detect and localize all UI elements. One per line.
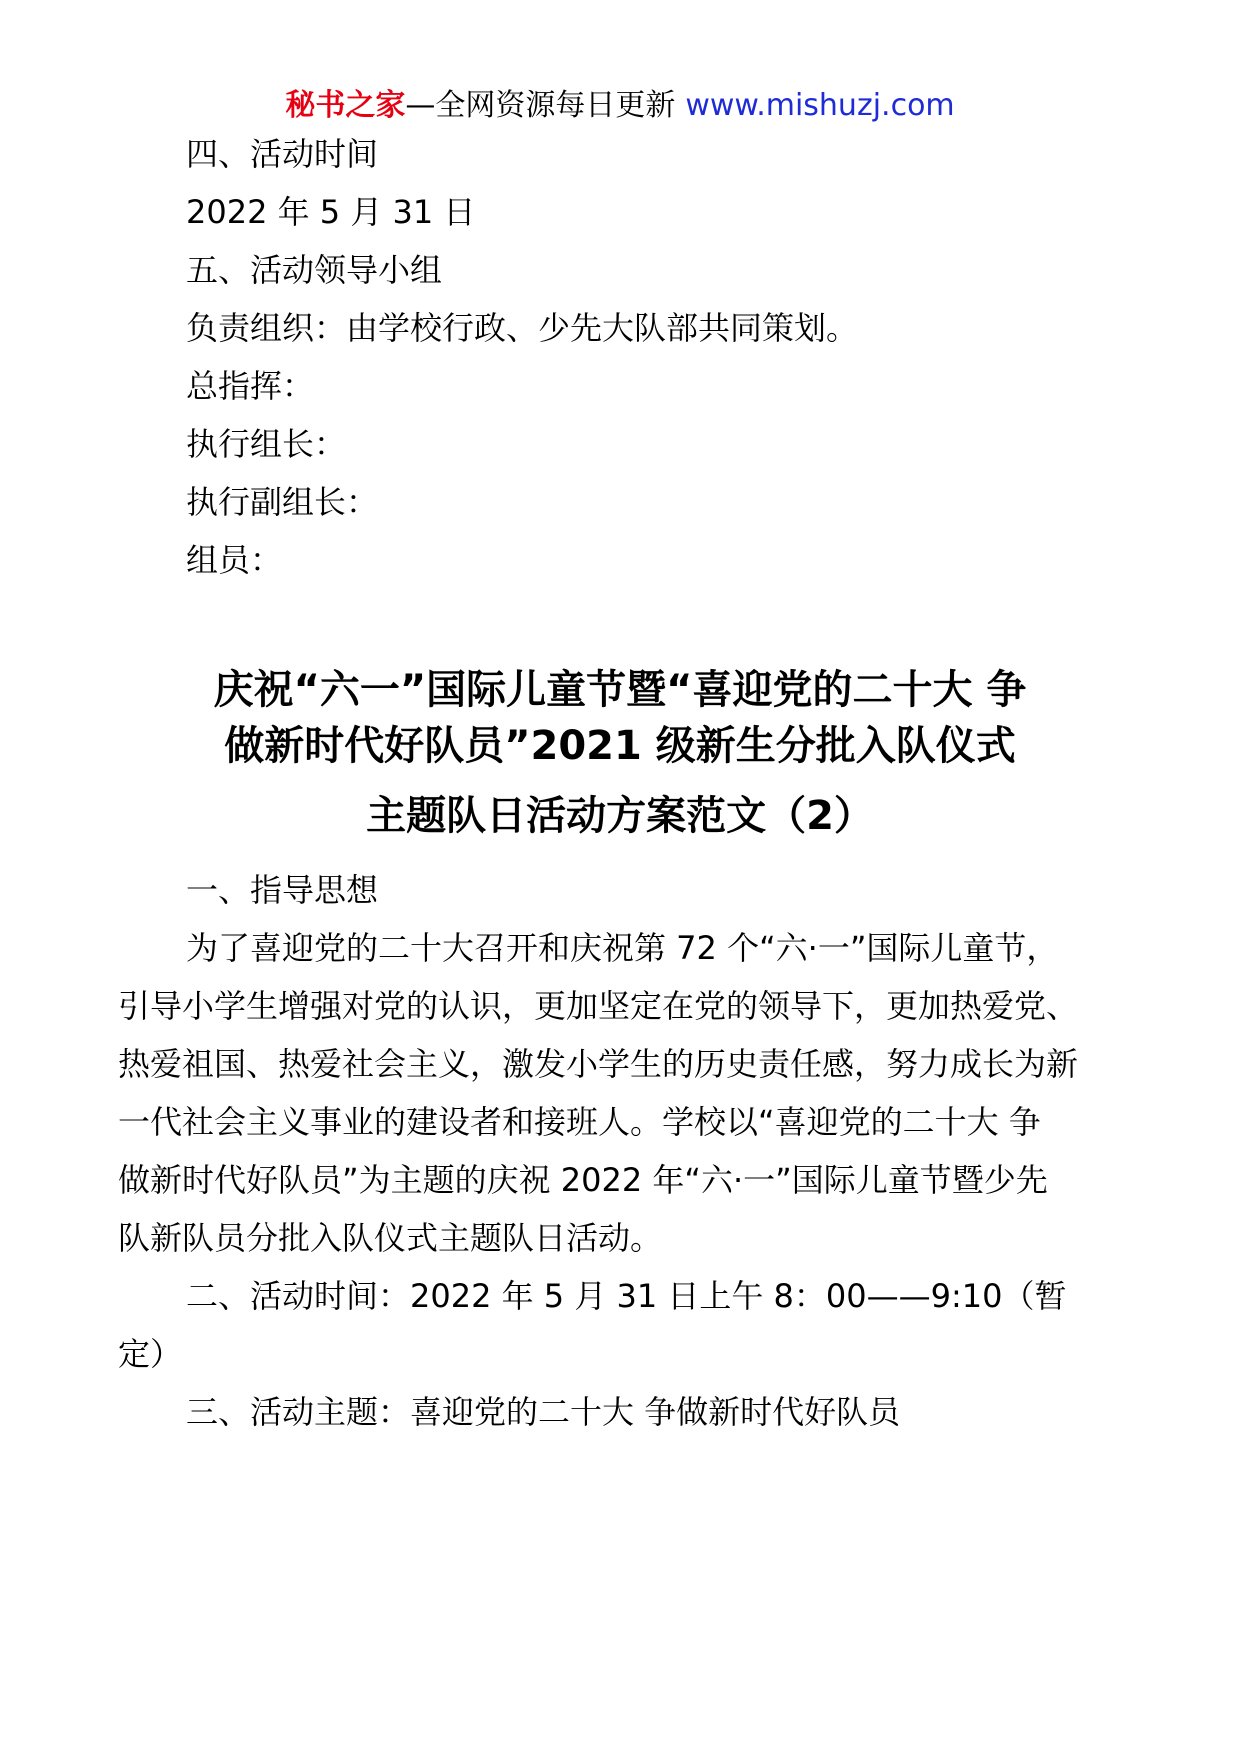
heading-guiding-thought: 一、指导思想: [186, 871, 379, 909]
activity-date: 2022 年 5 月 31 日: [186, 193, 476, 231]
site-url-link[interactable]: www.mishuzj.com: [685, 88, 955, 123]
organizer-line: 负责组织：由学校行政、少先大队部共同策划。: [186, 309, 859, 347]
paragraph-line: 为了喜迎党的二十大召开和庆祝第 72 个“六·一”国际儿童节，: [186, 929, 1059, 967]
activity-time-line-cont: 定）: [118, 1335, 183, 1373]
paragraph-line: 引导小学生增强对党的认识，更加坚定在党的领导下，更加热爱党、: [118, 987, 1079, 1025]
doc-title-line-2: 做新时代好队员”2021 级新生分批入队仪式: [224, 723, 1016, 769]
site-header: [0, 86, 1240, 126]
members-line: 组员：: [186, 541, 283, 579]
heading-activity-time: 四、活动时间: [186, 135, 379, 173]
heading-leadership-group: 五、活动领导小组: [186, 251, 443, 289]
doc-title-line-1: 庆祝“六一”国际儿童节暨“喜迎党的二十大 争: [213, 667, 1027, 713]
activity-time-line: 二、活动时间：2022 年 5 月 31 日上午 8：00——9:10（暂: [186, 1277, 1067, 1315]
paragraph-line: 一代社会主义事业的建设者和接班人。学校以“喜迎党的二十大 争: [118, 1103, 1041, 1141]
paragraph-line: 队新队员分批入队仪式主题队日活动。: [118, 1219, 663, 1257]
doc-title-line-3: 主题队日活动方案范文（2）: [366, 793, 874, 839]
exec-deputy-line: 执行副组长：: [186, 483, 379, 521]
paragraph-line: 热爱祖国、热爱社会主义，激发小学生的历史责任感，努力成长为新: [118, 1045, 1079, 1083]
exec-leader-line: 执行组长：: [186, 425, 347, 463]
commander-line: 总指挥：: [186, 367, 315, 405]
activity-theme-line: 三、活动主题：喜迎党的二十大 争做新时代好队员: [186, 1393, 901, 1431]
paragraph-line: 做新时代好队员”为主题的庆祝 2022 年“六·一”国际儿童节暨少先: [118, 1161, 1048, 1199]
site-tagline: —全网资源每日更新: [405, 88, 676, 123]
site-brand: 秘书之家: [285, 88, 406, 123]
